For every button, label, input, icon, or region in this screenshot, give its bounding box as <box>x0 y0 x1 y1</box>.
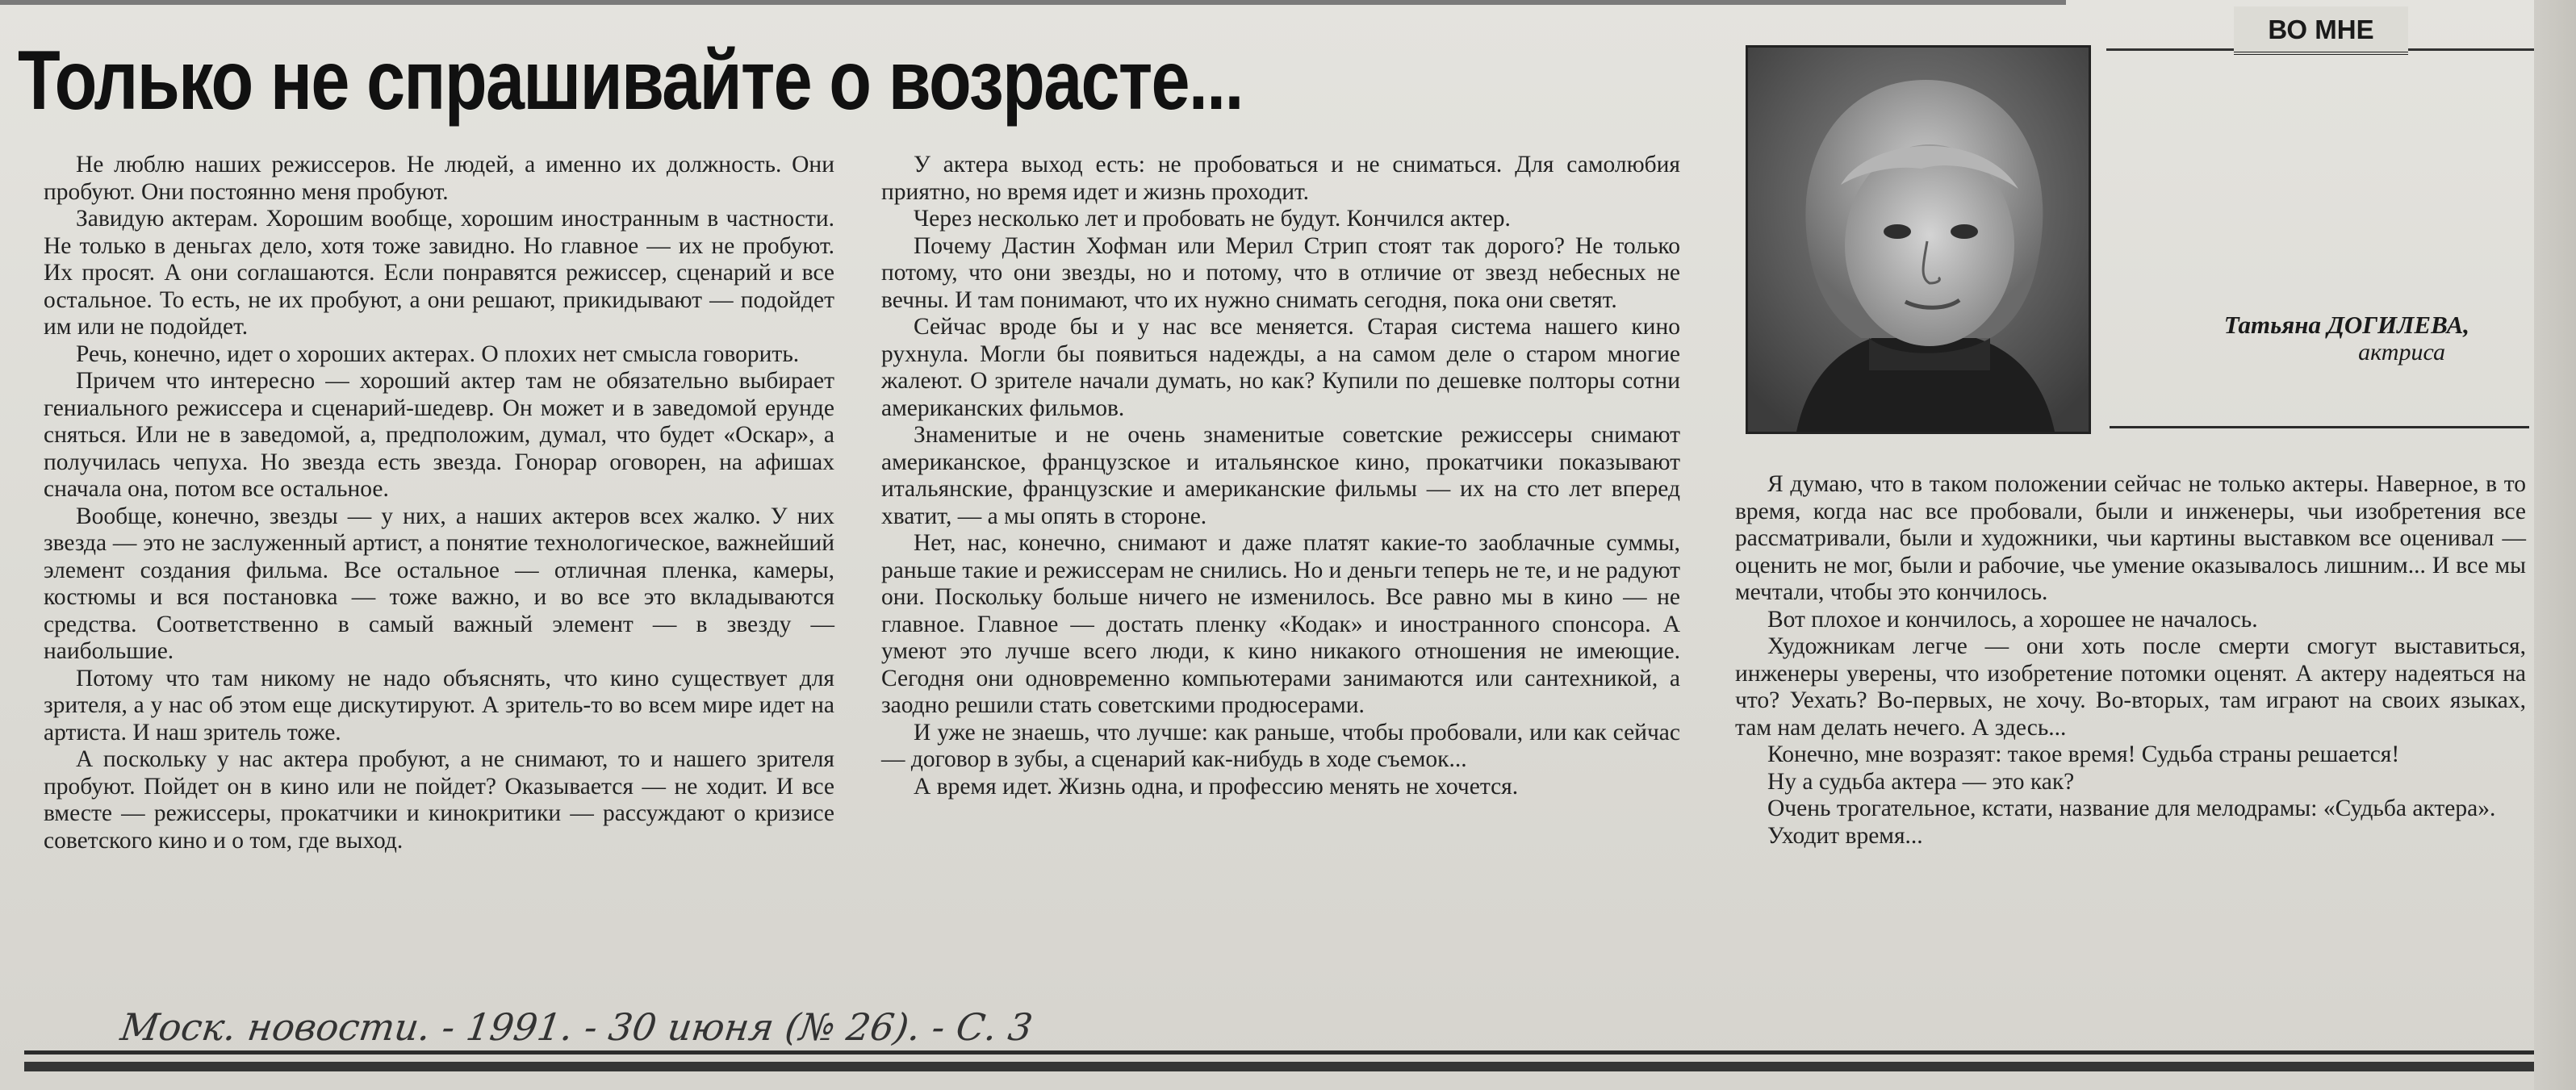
paragraph: Уходит время... <box>1767 822 1923 849</box>
paragraph: Художникам легче — они хоть после смерти смогут выставиться, инженеры уверены, что изобретение потомки оценят. А актеру надеяться на что? Уехать? Во-первых, не хочу. Во-вторых, там играют на своих языках, там нам делать нечего. А здесь... <box>1735 633 2526 741</box>
paragraph: Вот плохое и кончилось, а хорошее не началось. <box>1767 606 2258 633</box>
page-edge <box>2534 0 2576 1090</box>
author-role: актриса <box>2358 339 2445 365</box>
paragraph: Очень трогательное, кстати, название для мелодрамы: «Судьба актера». <box>1767 796 2496 821</box>
paragraph: Сейчас вроде бы и у нас все меняется. Старая система нашего кино рухнула. Могли бы появиться надежды, а на самом деле о старом многие жалеют. О зрителе начали думать, но как? Купили по дешевке полторы сотни американских фильмов. <box>881 314 1680 421</box>
article-column-2 <box>881 152 1680 800</box>
byline-rule <box>2110 426 2529 428</box>
paragraph: Вообще, конечно, звезды — у них, а наших актеров всех жалко. У них звезда — это не заслуженный артист, а понятие технологическое, важнейший элемент создания фильма. Все остальное — отличная пленка, камеры, костюмы и вся постановка — тоже важно, и во все это вкладываются средства. Соответственно в самый важный элемент — в звезду — наибольшие. <box>44 503 834 664</box>
paragraph: Через несколько лет и пробовать не будут. Кончился актер. <box>914 206 1511 232</box>
portrait-photo-icon <box>1748 48 2089 432</box>
article-column-1 <box>44 152 834 854</box>
paragraph: Нет, нас, конечно, снимают и даже платят какие-то заоблачные суммы, раньше такие и режиссерам не снились. Но и деньги теперь не те, и не радуют они. Поскольку больше ничего не изменилось. Все равно мы в кино — не главное. Главное — достать пленку «Кодак» и иностранного спонсора. А умеют это лучше всего люди, к кино никакого отношения не имеющие. Сегодня они одновременно компьютерами занимаются или сантехникой, а заодно решили стать советскими продюсерами. <box>881 530 1680 718</box>
paragraph: Ну а судьба актера — это как? <box>1767 768 2075 795</box>
paragraph: И уже не знаешь, что лучше: как раньше, чтобы пробовали, или как сейчас — договор в зубы, а сценарий как-нибудь в ходе съемок... <box>881 719 1680 772</box>
bottom-rule <box>24 1050 2534 1055</box>
headline: Только не спрашивайте о возрасте... <box>18 34 1243 127</box>
article-column-3 <box>1735 471 2526 850</box>
paragraph: Завидую актерам. Хорошим вообще, хорошим иностранным в частности. Не только в деньгах дело, хотя тоже завидно. Но главное — их не пробуют. Их просят. А они соглашаются. Если понравятся режиссер, сценарий и все остальное. То есть, не их пробуют, а они решают, прикидывают — подойдет им или не подойдет. <box>44 206 834 340</box>
author-byline <box>2131 311 2469 366</box>
handwritten-citation: Моск. новости. - 1991. - 30 июня (№ 26). - С. 3 <box>118 1005 1035 1049</box>
paragraph: А поскольку у нас актера пробуют, а не снимают, то и нашего зрителя пробуют. Пойдет он в кино или не пойдет? Оказывается — не ходит. И все вместе — режиссеры, прокатчики и кинокритики — рассуждают о кризисе советского кино и о том, где выход. <box>44 746 834 854</box>
author-name: Татьяна ДОГИЛЕВА, <box>2223 311 2469 339</box>
paragraph: Потому что там никому не надо объяснять, что кино существует для зрителя, а у нас об этом еще дискутируют. А зритель-то во всем мире идет на артиста. И наш зритель тоже. <box>44 665 834 745</box>
section-label: ВО МНЕ <box>2234 6 2408 55</box>
paragraph: Я думаю, что в таком положении сейчас не только актеры. Наверное, в то время, когда нас все пробовали, были и инженеры, чьи изобретения все рассматривали, были и художники, чьи картины выставком все оценивал — оценить не мог, были и рабочие, чье умение оказывалось лишним... И все мы мечтали, чтобы это кончилось. <box>1735 471 2526 605</box>
paragraph: Конечно, мне возразят: такое время! Судьба страны решается! <box>1767 741 2400 767</box>
paragraph: Не люблю наших режиссеров. Не людей, а именно их должность. Они пробуют. Они постоянно меня пробуют. <box>44 152 834 205</box>
paragraph: Причем что интересно — хороший актер там не обязательно выбирает гениального режиссера и сценарий-шедевр. Он может и в заведомой ерунде сняться. Или не в заведомой, а, предположим, думал, что будет «Оскар», а получилась чепуха. Но звезда есть звезда. Гонорар оговорен, на афишах сначала она, потом все остальное. <box>44 368 834 502</box>
paragraph: Почему Дастин Хофман или Мерил Стрип стоят так дорого? Не только потому, что они звезды, но и потому, что в отличие от звезд небесных не вечны. И там понимают, что их нужно снимать сегодня, пока они светят. <box>881 232 1680 313</box>
paragraph: Речь, конечно, идет о хороших актерах. О плохих нет смысла говорить. <box>76 340 800 367</box>
paragraph: Знаменитые и не очень знаменитые советские режиссеры снимают американское, французское и итальянское кино, прокатчики показывают итальянские, французские и американские фильмы — их на сто лет вперед хватит, — а мы опять в стороне. <box>881 422 1680 529</box>
portrait-photo <box>1746 45 2091 434</box>
paragraph: У актера выход есть: не пробоваться и не сниматься. Для самолюбия приятно, но время идет и жизнь проходит. <box>881 152 1680 205</box>
bottom-rule-thick <box>24 1062 2534 1071</box>
paragraph: А время идет. Жизнь одна, и профессию менять не хочется. <box>914 773 1519 800</box>
top-rule <box>0 0 2066 5</box>
